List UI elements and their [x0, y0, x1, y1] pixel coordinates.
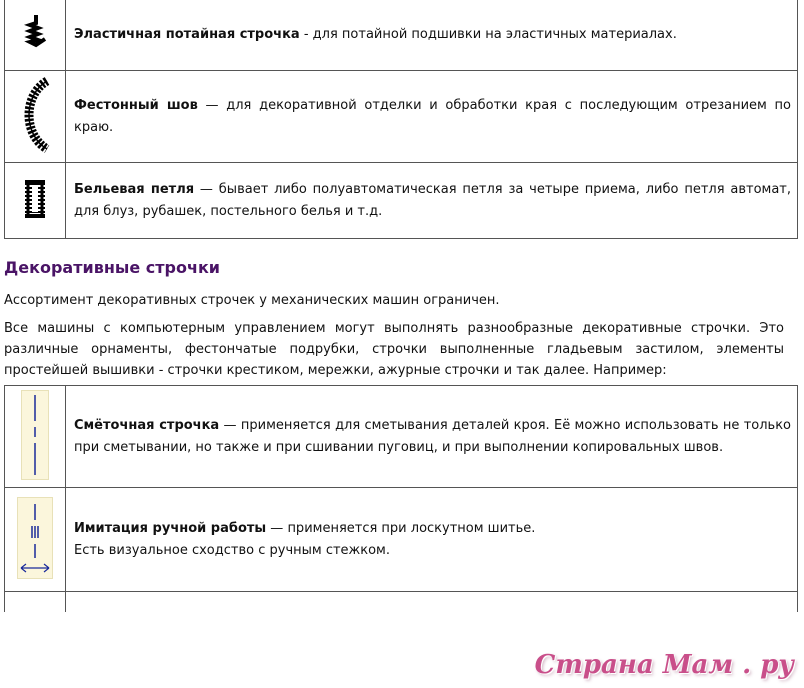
- stitch-term: Бельевая петля: [74, 181, 195, 197]
- row-description: [66, 386, 798, 488]
- elastic-blind-stitch-icon: [20, 11, 50, 55]
- stitch-text-secondary: Есть визуальное сходство с ручным стежком.: [74, 542, 390, 558]
- icon-cell: [5, 592, 66, 612]
- scallop-stitch-icon: [17, 77, 53, 153]
- table-row: [5, 71, 798, 163]
- stitch-term: Эластичная потайная строчка: [74, 26, 300, 42]
- hand-stitch-imitation-icon: [18, 498, 52, 578]
- stitch-text: для декоративной отделки и обработки края с последующим отрезанием по краю.: [74, 97, 791, 135]
- stitch-term: Фестонный шов: [74, 97, 198, 113]
- row-description: [66, 592, 798, 612]
- stitch-text: применяется для сметывания деталей кроя. Её можно использовать не только при сметывании, но также и при сшивании пуговиц, и при выполнении копировальных швов.: [74, 417, 792, 455]
- icon-cell: [5, 71, 66, 163]
- stitch-term: Смёточная строчка: [74, 417, 220, 433]
- intro-paragraph: Ассортимент декоративных строчек у механических машин ограничен.: [4, 293, 500, 308]
- stitch-table-bottom: [4, 385, 798, 612]
- separator: —: [266, 520, 288, 536]
- separator: —: [219, 417, 241, 433]
- row-description: [66, 163, 798, 239]
- basting-stitch-icon: [22, 391, 48, 479]
- row-description: [66, 71, 798, 163]
- site-watermark: Страна Мам . ру: [534, 650, 794, 680]
- stitch-table-top: [4, 0, 798, 239]
- separator: —: [197, 97, 227, 113]
- table-row: [5, 163, 798, 239]
- table-row: [5, 488, 798, 592]
- icon-cell: [5, 386, 66, 488]
- icon-cell: [5, 0, 66, 71]
- stitch-term: Имитация ручной работы: [74, 520, 267, 536]
- description-paragraph: Все машины с компьютерным управлением могут выполнять разнообразные декоративные строчки. Это различные орнаменты, фестончатые подрубки, строчки выполненные гладьевым застилом, элементы простейшей вышивки - строчки крестиком, мережки, ажурные строчки и так далее. Например:: [4, 321, 784, 378]
- row-description: [66, 488, 798, 592]
- icon-cell: [5, 163, 66, 239]
- buttonhole-stitch-icon: [20, 177, 50, 221]
- table-row: [5, 592, 798, 612]
- stitch-text: применяется при лоскутном шитье.: [287, 520, 536, 536]
- separator: —: [194, 181, 219, 197]
- separator: -: [299, 26, 313, 42]
- stitch-text: для потайной подшивки на эластичных материалах.: [312, 26, 677, 42]
- table-row: [5, 0, 798, 71]
- icon-background: [21, 390, 49, 480]
- row-description: [66, 0, 798, 71]
- icon-cell: [5, 488, 66, 592]
- section-heading: Декоративные строчки: [4, 258, 221, 277]
- icon-background: [17, 497, 53, 579]
- stitch-text: бывает либо полуавтоматическая петля за четыре приема, либо петля автомат, для блуз, рубашек, постельного белья и т.д.: [74, 181, 792, 219]
- table-row: [5, 386, 798, 488]
